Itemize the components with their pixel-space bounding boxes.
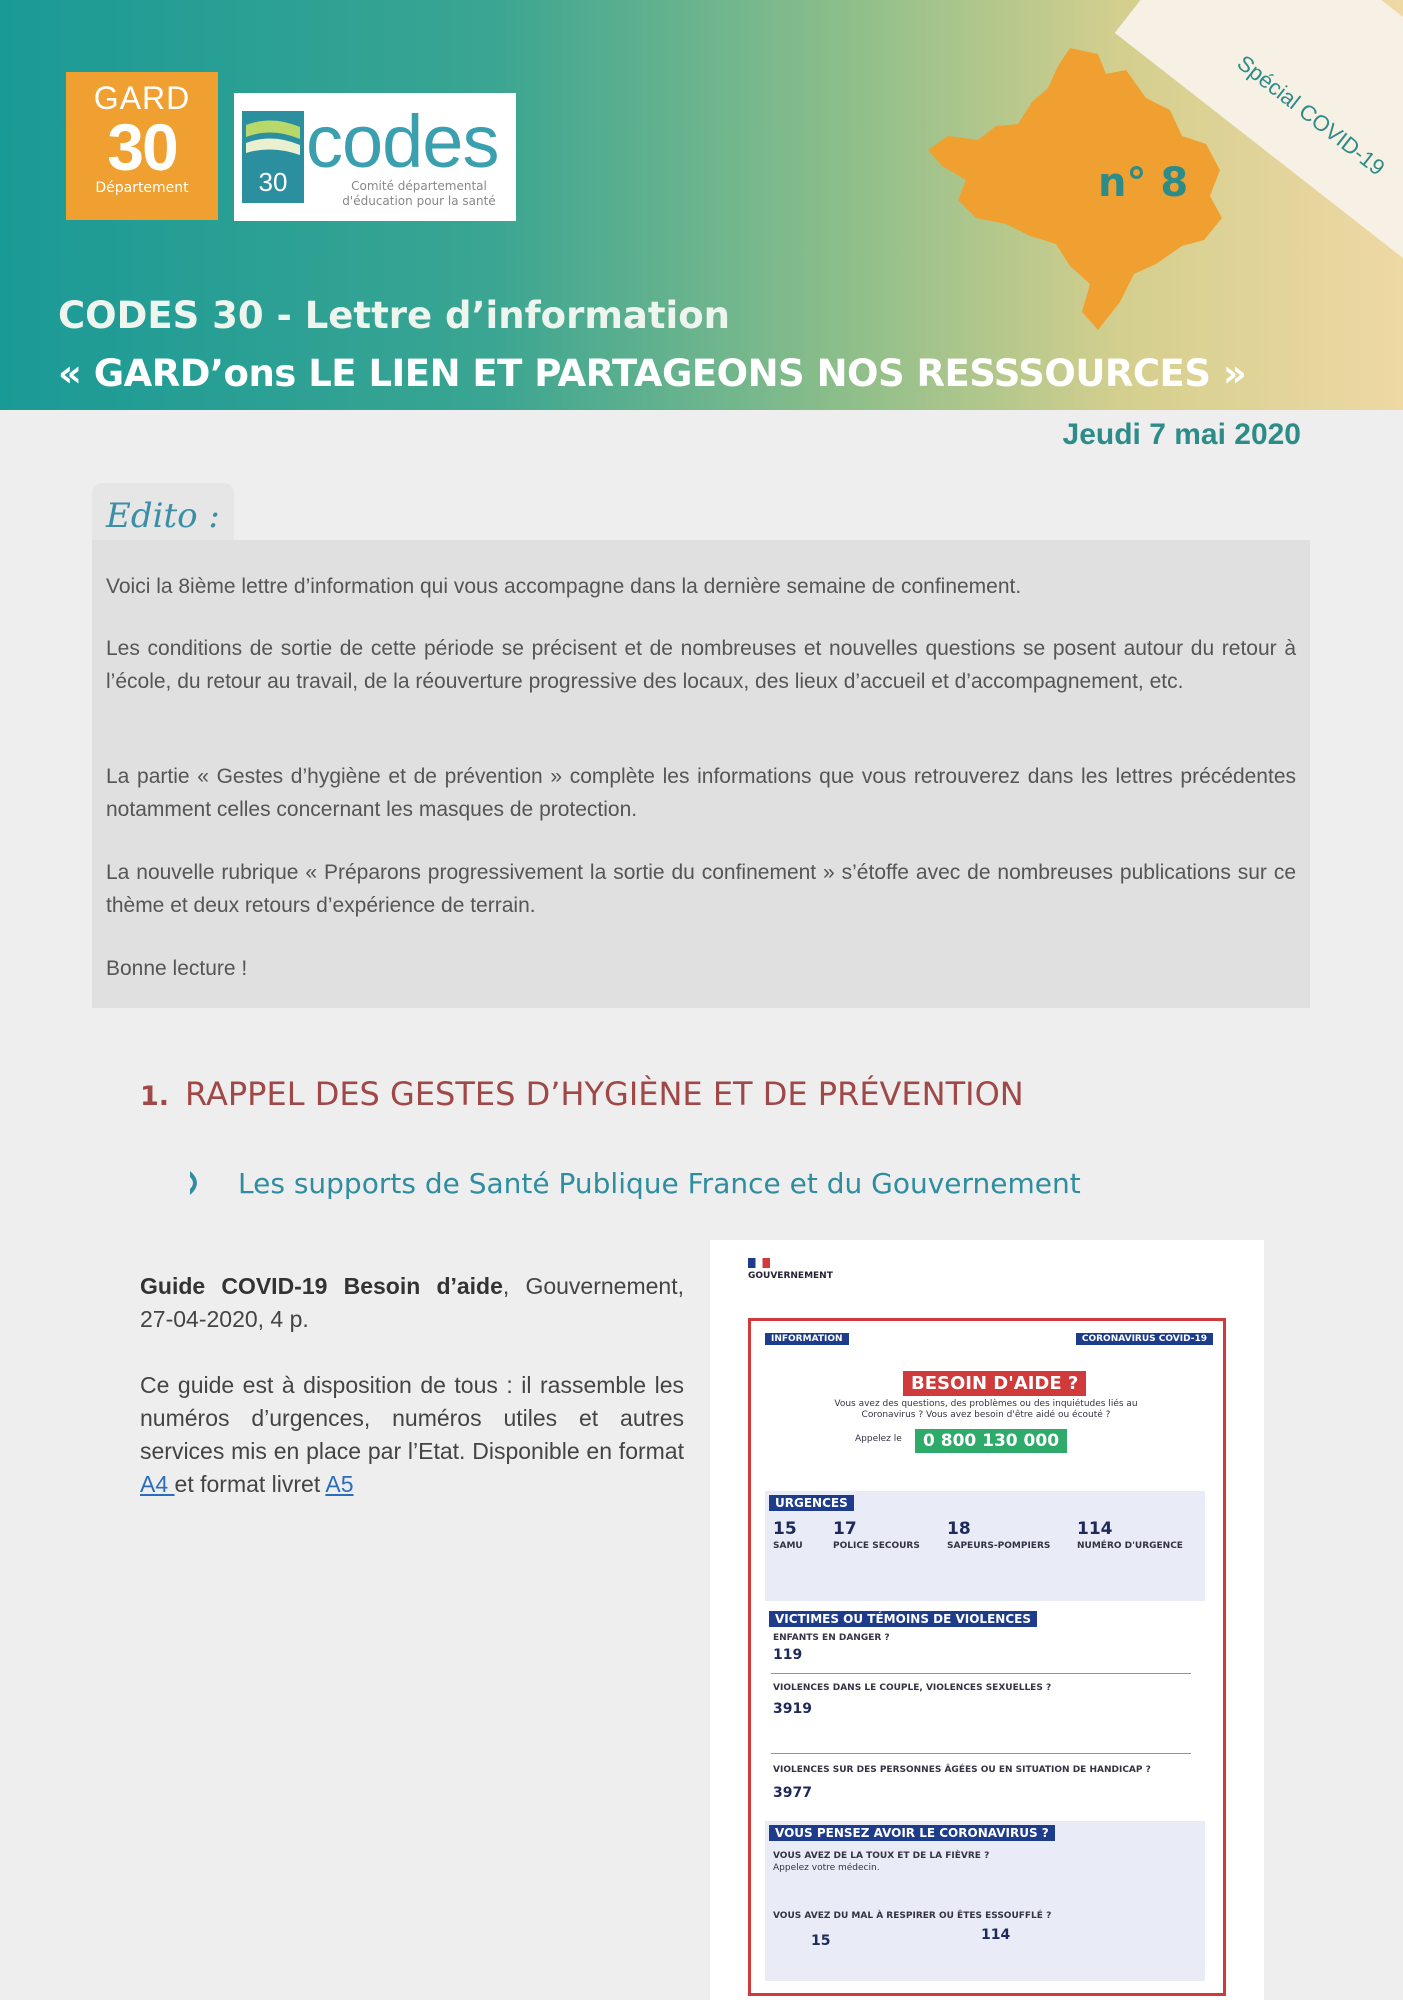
guide-text bbox=[140, 1369, 684, 1501]
poster-question: Vous avez des questions, des problèmes ou des inquiétudes liés au Coronavirus ? Vous avez besoin d'être aidé ou écouté ? bbox=[834, 1399, 1138, 1420]
poster-toux-sub: Appelez votre médecin. bbox=[773, 1863, 880, 1873]
guide-desc: Ce guide est à disposition de tous : il rassemble les numéros d’urgences, numéros utiles et autres services mis en place par l’Etat. Disponible en format bbox=[140, 1372, 684, 1464]
poster-n3919: 3919 bbox=[773, 1701, 812, 1717]
corner-label: Spécial COVID-19 bbox=[1232, 50, 1390, 181]
newsletter-slogan: « GARD’ons LE LIEN ET PARTAGEONS NOS RESSSOURCES » bbox=[58, 352, 1247, 395]
gard-logo-number: 30 bbox=[107, 110, 177, 184]
poster-gov-mark bbox=[748, 1258, 833, 1281]
poster-divider bbox=[771, 1673, 1191, 1674]
edito-paragraph: Bonne lecture ! bbox=[106, 957, 248, 980]
section-number: 1. bbox=[140, 1081, 170, 1112]
poster-l17: POLICE SECOURS bbox=[833, 1541, 920, 1551]
codes-wordmark: codes bbox=[306, 100, 499, 183]
poster-call-label: Appelez le bbox=[855, 1434, 902, 1444]
poster-call114: 114 bbox=[981, 1927, 1011, 1943]
poster-n119: 119 bbox=[773, 1647, 803, 1663]
edito-paragraph: Voici la 8ième lettre d’information qui vous accompagne dans la dernière semaine de confinement. bbox=[106, 575, 1022, 598]
link-a5[interactable]: A5 bbox=[325, 1471, 354, 1497]
guide-poster-image[interactable] bbox=[710, 1240, 1264, 2000]
issue-date: Jeudi 7 mai 2020 bbox=[1062, 418, 1301, 451]
codes-badge: 30 bbox=[258, 167, 288, 197]
poster-divider bbox=[771, 1753, 1191, 1754]
header-banner bbox=[0, 0, 1403, 410]
codes-mark-icon bbox=[242, 111, 304, 203]
link-a4[interactable]: A4 bbox=[140, 1471, 175, 1497]
poster-n3977: 3977 bbox=[773, 1785, 812, 1801]
newsletter-title: CODES 30 - Lettre d’information bbox=[58, 294, 730, 337]
poster-headline: BESOIN D'AIDE ? bbox=[903, 1371, 1086, 1396]
subsection-heading bbox=[190, 1167, 1081, 1200]
poster-corona-band bbox=[765, 1821, 1205, 1981]
poster-n15: 15 bbox=[773, 1519, 797, 1539]
poster-enfants: ENFANTS EN DANGER ? bbox=[773, 1633, 890, 1643]
edito-paragraph: La nouvelle rubrique « Préparons progressivement la sortie du confinement » s’étoffe avec de nombreuses publications sur ce thème et deux retours d’expérience de terrain. bbox=[106, 861, 1296, 917]
poster-call15: 15 bbox=[811, 1933, 831, 1949]
poster-n17: 17 bbox=[833, 1519, 857, 1539]
issue-number: n° 8 bbox=[1098, 160, 1189, 206]
poster-toux: VOUS AVEZ DE LA TOUX ET DE LA FIÈVRE ? bbox=[773, 1851, 990, 1861]
guide-mid: et format livret bbox=[174, 1471, 326, 1497]
poster-l18: SAPEURS-POMPIERS bbox=[947, 1541, 1051, 1551]
edito-box bbox=[92, 540, 1310, 1008]
guide-title-bold: Guide COVID-19 Besoin d’aide bbox=[140, 1273, 503, 1299]
gard-30-logo bbox=[66, 72, 218, 220]
poster-frame bbox=[748, 1318, 1226, 1996]
poster-tag-left: INFORMATION bbox=[765, 1333, 849, 1345]
poster-handicap: VIOLENCES SUR DES PERSONNES ÂGÉES OU EN SITUATION DE HANDICAP ? bbox=[773, 1765, 1151, 1775]
guide-description bbox=[140, 1270, 684, 1534]
poster-urgences-head: URGENCES bbox=[769, 1495, 854, 1511]
poster-n18: 18 bbox=[947, 1519, 971, 1539]
poster-tag-right: CORONAVIRUS COVID-19 bbox=[1076, 1333, 1213, 1345]
poster-phone: 0 800 130 000 bbox=[915, 1429, 1067, 1453]
codes-logo bbox=[234, 93, 516, 221]
poster-couple: VIOLENCES DANS LE COUPLE, VIOLENCES SEXUELLES ? bbox=[773, 1683, 1052, 1693]
edito-paragraph: La partie « Gestes d’hygiène et de prévention » complète les informations que vous retrouverez dans les lettres précédentes notamment celles concernant les masques de protection. bbox=[106, 765, 1296, 821]
section-heading bbox=[140, 1075, 1024, 1113]
gard-logo-line1: GARD bbox=[93, 80, 191, 116]
gard-map-icon bbox=[920, 40, 1260, 340]
poster-l114: NUMÉRO D'URGENCE bbox=[1077, 1541, 1183, 1551]
poster-corona-head: VOUS PENSEZ AVOIR LE CORONAVIRUS ? bbox=[769, 1825, 1055, 1841]
section-title: RAPPEL DES GESTES D’HYGIÈNE ET DE PRÉVENTION bbox=[185, 1075, 1024, 1113]
edito-paragraph: Les conditions de sortie de cette période se précisent et de nombreuses et nouvelles questions se posent autour du retour à l’école, du retour au travail, de la réouverture progressive des locaux, des lieux d’accueil et d’accompagnement, etc. bbox=[106, 637, 1296, 693]
guide-title bbox=[140, 1270, 684, 1336]
codes-subtitle: Comité départemental d'éducation pour la santé bbox=[342, 179, 496, 208]
gard-logo-subtitle: Département bbox=[95, 180, 189, 196]
arrow-bullet-icon bbox=[190, 1171, 204, 1195]
subsection-title: Les supports de Santé Publique France et du Gouvernement bbox=[238, 1167, 1081, 1200]
poster-n114: 114 bbox=[1077, 1519, 1113, 1539]
poster-respirer: VOUS AVEZ DU MAL À RESPIRER OU ÊTES ESSOUFFLÉ ? bbox=[773, 1911, 1052, 1921]
poster-violences-head: VICTIMES OU TÉMOINS DE VIOLENCES bbox=[769, 1611, 1037, 1627]
edito-heading: Edito : bbox=[106, 496, 220, 536]
guide-title-meta: , Gouvernement, 27-04-2020, 4 p. bbox=[140, 1273, 684, 1332]
poster-gov: GOUVERNEMENT bbox=[748, 1271, 833, 1281]
flag-icon bbox=[748, 1258, 770, 1268]
poster-l15: SAMU bbox=[773, 1541, 803, 1551]
